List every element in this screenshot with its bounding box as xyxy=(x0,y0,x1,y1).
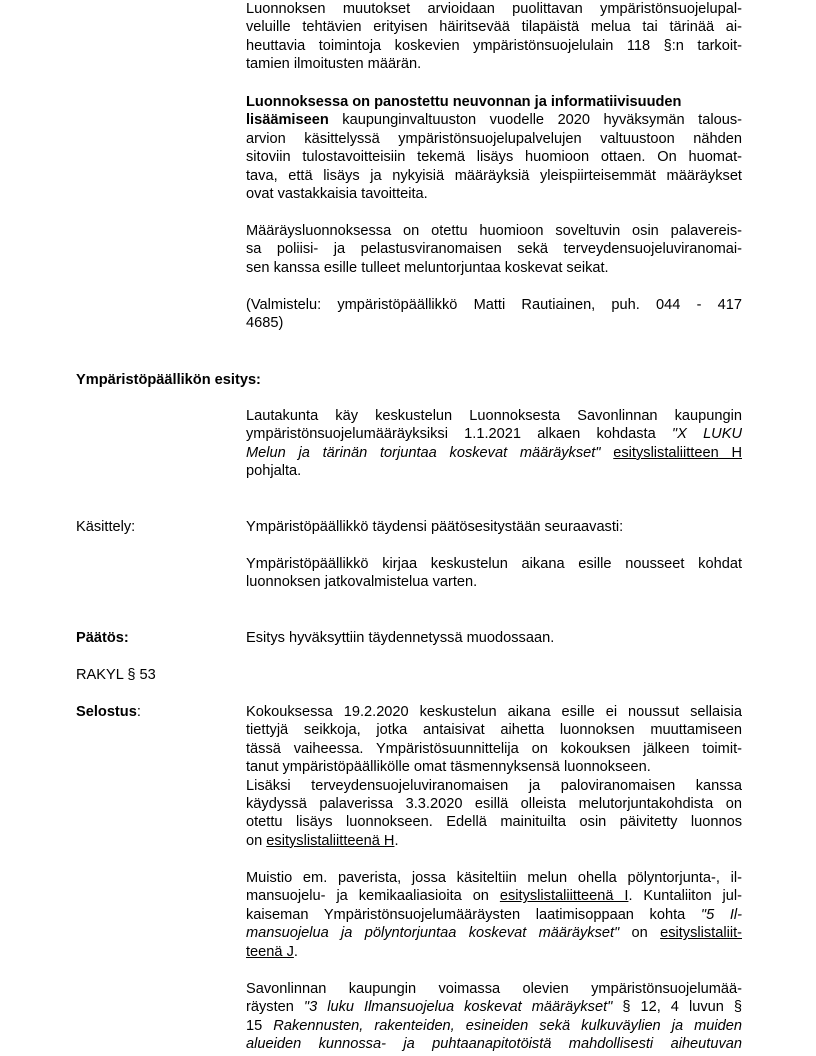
text-line: sen kanssa esille tulleet meluntorjuntaa koskevat seikat. xyxy=(246,259,609,276)
text-line: arvion käsittelyssä ympäristönsuojelupalvelujen valtuustoon nähden xyxy=(246,130,742,147)
paragraph-preparer xyxy=(246,296,742,333)
text-span: : xyxy=(136,704,141,720)
decision-label xyxy=(76,629,129,647)
attachment-link-i[interactable]: esityslistaliitteenä I xyxy=(499,888,629,905)
text-line: Esitys hyväksyttiin täydennetyssä muodossaan. xyxy=(246,630,555,646)
text-line: käydyssä palaverissa 3.3.2020 esillä olleista melutorjuntakohdista on xyxy=(246,796,742,813)
text-line xyxy=(246,1035,742,1053)
text-line xyxy=(246,93,742,111)
paragraph-handling-detail xyxy=(246,555,742,592)
italic-text: Melun ja tärinän torjuntaa koskevat määräykset" xyxy=(246,444,601,461)
text-span: räysten xyxy=(246,999,304,1016)
text-line: tamien ilmoitusten määrän. xyxy=(246,56,422,73)
italic-text: Rakennusten, rakenteiden, esineiden sekä kulkuväylien ja muiden xyxy=(273,1017,743,1034)
text-line: otettu lisäys luonnokseen. Edellä mainituilta osin päivitetty luonnos xyxy=(246,814,742,831)
text-line xyxy=(246,998,742,1016)
heading-text: Ympäristöpäällikön esitys: xyxy=(76,372,261,388)
italic-text: alueiden kunnossa- ja puhtaanapitotöistä mahdollisesti aiheutuvan xyxy=(246,1036,742,1053)
text-line xyxy=(246,444,742,462)
text-line: sa poliisi- ja pelastusviranomaisen sekä terveydensuojeluviranomai- xyxy=(246,241,742,258)
text-line: Määräysluonnoksessa on otettu huomioon soveltuvin osin palavereis- xyxy=(246,223,742,239)
text-line: tanut ympäristöpäällikölle omat täsmennyksensä luonnokseen. xyxy=(246,759,651,776)
paragraph-guidance xyxy=(246,93,742,203)
text-span: kaupunginvaltuuston vuodelle 2020 hyväksymän talous- xyxy=(328,112,742,129)
text-line xyxy=(246,906,742,924)
bold-text: Päätös: xyxy=(76,630,129,646)
text-line: Ympäristöpäällikkö täydensi päätösesitystään seuraavasti: xyxy=(246,519,624,535)
bold-text: Luonnoksessa on panostettu neuvonnan ja informatiivisuuden xyxy=(246,94,682,110)
text-span: . xyxy=(394,832,399,849)
text-span: kaiseman Ympäristönsuojelumääräysten laatimisoppaan kohta xyxy=(246,906,701,923)
text-line: Lautakunta käy keskustelun Luonnoksesta Savonlinnan kaupungin xyxy=(246,408,742,424)
text-line xyxy=(246,1017,742,1035)
attachment-link-j[interactable]: esityslistaliit- xyxy=(660,925,742,942)
text-span: mansuojelu- ja kemikaaliasioita on xyxy=(246,888,500,905)
text-line: Lisäksi terveydensuojeluviranomaisen ja paloviranomaisen kanssa xyxy=(246,777,742,794)
text-line: tiettyjä seikkoja, jotka antaisivat aihetta luonnoksen muuttamiseen xyxy=(246,722,742,739)
italic-text: "3 luku Ilmansuojelua koskevat määräykset" xyxy=(303,999,613,1016)
text-line: Savonlinnan kaupungin voimassa olevien ympäristönsuojelumää- xyxy=(246,981,742,997)
text-line xyxy=(246,425,742,443)
text-line: veluille tehtävien erityisen häiritsevää tilapäistä melua tai tärinää ai- xyxy=(246,19,742,36)
text-line xyxy=(246,111,742,129)
handling-label: Käsittely: xyxy=(76,519,136,535)
text-line: (Valmistelu: ympäristöpäällikkö Matti Rautiainen, puh. 044 - 417 xyxy=(246,297,742,313)
text-line: tava, että lisäys ja nykyisiä määräyksiä yleispiirteisemmät määräykset xyxy=(246,167,742,184)
paragraph-noise-reports xyxy=(246,0,742,74)
text-line xyxy=(246,887,742,905)
paragraph-current-regulations xyxy=(246,980,742,1054)
text-line: Muistio em. paverista, jossa käsiteltiin melun ohella pölyntorjunta-, il- xyxy=(246,870,742,886)
text-line xyxy=(246,832,742,850)
text-line: 4685) xyxy=(246,315,284,332)
text-line: ovat vastakkaisia tavoitteita. xyxy=(246,186,428,203)
text-line: heuttavia toimintoja koskevien ympäristönsuojelulain 118 §:n tarkoit- xyxy=(246,37,742,54)
italic-text: "5 Il- xyxy=(700,906,742,923)
text-span: . Kuntaliiton jul- xyxy=(628,888,742,905)
text-span: ympäristönsuojelumääräyksiksi 1.1.2021 alkaen kohdasta xyxy=(246,426,672,443)
attachment-link-h[interactable]: esityslistaliitteenä H xyxy=(266,832,395,849)
text-line: sitoviin tulostavoitteisiin tekemä lisäys huomioon ottaen. On huomat- xyxy=(246,149,742,166)
paragraph-memo xyxy=(246,869,742,961)
italic-text: "X LUKU xyxy=(671,426,742,443)
text-line: tässä vaiheessa. Ympäristösuunnittelija on kokouksen jälkeen toimit- xyxy=(246,740,742,757)
text-span: on xyxy=(246,832,267,849)
text-span: on xyxy=(619,925,661,942)
proposal-heading xyxy=(76,371,261,389)
section-reference: RAKYL § 53 xyxy=(76,667,156,683)
paragraph-considerations xyxy=(246,222,742,277)
text-line: Ympäristöpäällikkö kirjaa keskustelun aikana esille nousseet kohdat xyxy=(246,556,742,572)
text-span: § 12, 4 luvun § xyxy=(612,999,742,1016)
attachment-link-j[interactable]: teenä J xyxy=(246,943,294,960)
text-line: Kokouksessa 19.2.2020 keskustelun aikana esille ei noussut sellaisia xyxy=(246,704,742,720)
bold-text: lisäämiseen xyxy=(246,112,329,129)
text-span: 15 xyxy=(246,1017,274,1034)
italic-text: mansuojelua ja pölyntorjuntaa koskevat määräykset" xyxy=(246,925,620,942)
paragraph-decision xyxy=(246,629,742,647)
bold-text: Selostus xyxy=(76,704,137,720)
paragraph-explanation xyxy=(246,703,742,850)
explanation-label xyxy=(76,703,141,721)
text-line xyxy=(246,943,742,961)
paragraph-proposal xyxy=(246,407,742,481)
attachment-link-h[interactable]: esityslistaliitteen H xyxy=(613,444,742,461)
text-line: Luonnoksen muutokset arvioidaan puolittavan ympäristönsuojelupal- xyxy=(246,1,742,17)
text-line: luonnoksen jatkovalmistelua varten. xyxy=(246,574,478,591)
text-line: pohjalta. xyxy=(246,463,302,480)
text-span: . xyxy=(293,943,298,960)
paragraph-handling xyxy=(246,518,742,536)
text-line xyxy=(246,924,742,942)
